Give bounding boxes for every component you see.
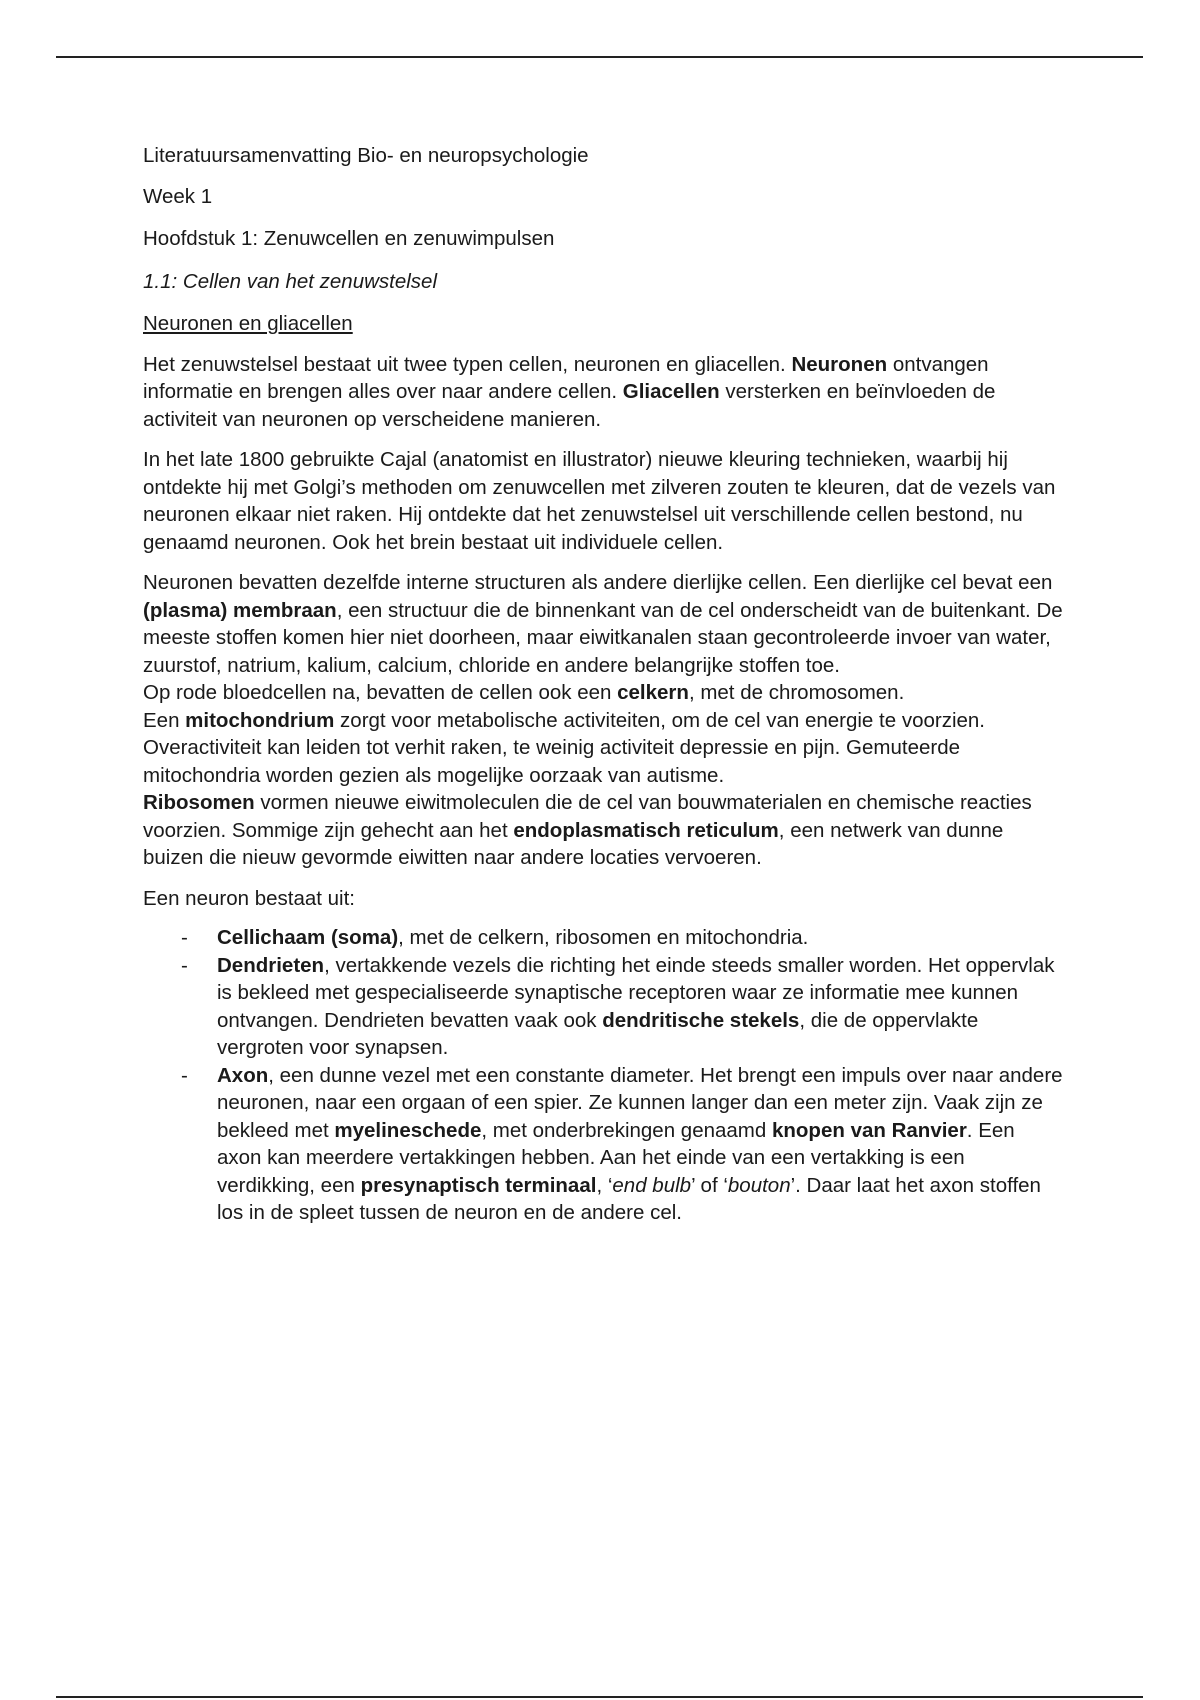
term-gliacellen: Gliacellen [622,380,720,403]
term-membraan: (plasma) membraan [143,598,337,622]
text-run: Een [143,708,186,732]
section-heading: 1.1: Cellen van het zenuwstelsel [143,269,438,293]
list-item-soma [143,924,1063,952]
paragraph-membraan [143,569,1063,679]
term-bouton: bouton [727,1173,791,1197]
text-run: , met de chromosomen. [688,681,905,704]
text-run: vormen nieuwe eiwitmoleculen die de cel van bouwmaterialen en chemische reacties voorzien. Sommige zijn gehecht aan het [143,791,1032,842]
paragraph-mitochondrium [143,707,1063,790]
text-run: Op rode bloedcellen na, bevatten de cellen ook een [143,681,618,704]
text-run: ’. Daar laat het axon stoffen los in de spleet tussen de neuron en de andere cel. [217,1173,1041,1224]
header-rule [56,56,1143,58]
term-endoplasmatisch-reticulum: endoplasmatisch reticulum [513,818,779,842]
text-run: Neuronen bevatten dezelfde interne structuren als andere dierlijke cellen. Een dierlijke cel bevat een [143,571,1053,594]
term-dendrieten: Dendrieten [217,953,325,977]
text-run: , vertakkende vezels die richting het einde steeds smaller worden. Het oppervlak is bekleed met gespecialiseerde synaptische receptoren waar ze informatie mee kunnen ontvangen. Dendrieten bevatten vaak ook [217,953,1055,1032]
text-run: Het zenuwstelsel bestaat uit twee typen cellen, neuronen en gliacellen. [143,352,792,376]
text-run: , met onderbrekingen genaamd [481,1118,772,1142]
term-celkern: celkern [617,681,689,704]
text-run: , een netwerk van dunne buizen die nieuw gevormde eiwitten naar andere locaties vervoeren. [143,818,1004,869]
text-run: , een dunne vezel met een constante diameter. Het brengt een impuls over naar andere neuronen, naar een orgaan of een spier. Ze kunnen langer dan een meter zijn. Vaak zijn ze bekleed met [217,1063,1063,1142]
text-run: , een structuur die de binnenkant van de cel onderscheidt van de buitenkant. De meeste stoffen komen hier niet doorheen, maar eiwitkanalen staan gecontroleerde invoer van water, zuurstof, natrium, kalium, calcium, chloride en andere belangrijke stoffen toe. [143,598,1063,677]
term-ribosomen: Ribosomen [143,791,255,814]
text-run: . Een axon kan meerdere vertakkingen hebben. Aan het einde van een vertakking is een verdikking, een [217,1118,1015,1197]
paragraph-cajal: In het late 1800 gebruikte Cajal (anatomist en illustrator) nieuwe kleuring technieken, waarbij hij ontdekte hij met Golgi’s methoden om zenuwcellen met zilveren zouten te kleuren, dat de vezels van neuronen elkaar niet raken. Hij ontdekte dat het zenuwstelsel uit verschillende cellen bestond, nu genaamd neuronen. Ook het brein bestaat uit individuele cellen. [143,448,1056,554]
text-run: ’ of ‘ [691,1173,728,1197]
paragraph-celkern [143,679,1063,707]
list-item-dendrieten [143,952,1063,1062]
term-knopen-van-ranvier: knopen van Ranvier [771,1118,967,1142]
week-label: Week 1 [143,184,213,208]
term-cellichaam: Cellichaam (soma) [217,926,399,949]
term-end-bulb: end bulb [612,1173,692,1197]
term-mitochondrium: mitochondrium [185,708,335,732]
list-item-axon [143,1062,1063,1227]
chapter-heading: Hoofdstuk 1: Zenuwcellen en zenuwimpulsen [143,227,555,250]
paragraph-ribosomen [143,789,1063,872]
text-run: , die de oppervlakte vergroten voor synapsen. [217,1008,979,1059]
term-myelineschede: myelineschede [334,1118,482,1142]
text-run: versterken en beïnvloeden de activiteit van neuronen op verscheidene manieren. [143,380,996,431]
document-title: Literatuursamenvatting Bio- en neuropsychologie [143,144,589,167]
term-dendritische-stekels: dendritische stekels [602,1008,800,1032]
text-run: , ‘ [596,1173,613,1197]
paragraph-intro [143,351,1063,434]
text-run: zorgt voor metabolische activiteiten, om de cel van energie te voorzien. Overactiviteit kan leiden tot verhit raken, te weinig activiteit depressie en pijn. Gemuteerde mitochondria worden gezien als mogelijke oorzaak van autisme. [143,708,986,787]
text-run: , met de celkern, ribosomen en mitochondria. [398,926,809,949]
neuron-parts-list [143,924,1063,1227]
term-neuronen: Neuronen [791,352,888,376]
term-axon: Axon [217,1063,269,1087]
footer-rule [56,1696,1143,1698]
paragraph-list-intro: Een neuron bestaat uit: [143,886,355,910]
term-presynaptisch-terminaal: presynaptisch terminaal [360,1173,597,1197]
subsection-heading: Neuronen en gliacellen [143,312,353,335]
text-run: ontvangen informatie en brengen alles over naar andere cellen. [143,352,989,403]
document-body [143,142,1063,1227]
